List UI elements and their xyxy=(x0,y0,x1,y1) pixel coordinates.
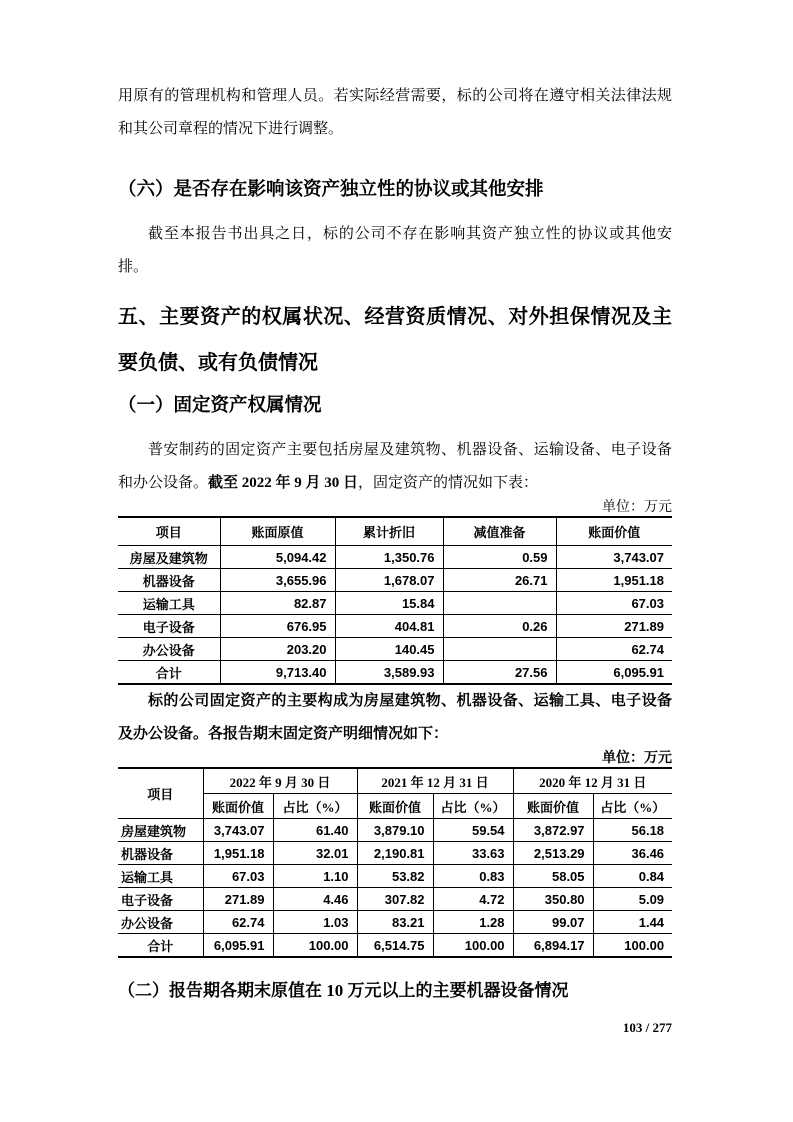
heading-chapter-5: 五、主要资产的权属状况、经营资质情况、对外担保情况及主要负债、或有负债情况 xyxy=(118,306,672,374)
cell-value: 61.40 xyxy=(273,819,357,842)
heading-section-1: （一）固定资产权属情况 xyxy=(118,394,322,415)
cell-value: 32.01 xyxy=(273,842,357,865)
cell-value: 4.46 xyxy=(273,888,357,911)
unit-label-2: 单位：万元 xyxy=(602,751,672,766)
row-label: 机器设备 xyxy=(118,569,220,592)
cell-value: 2,513.29 xyxy=(513,842,593,865)
cell-value: 100.00 xyxy=(273,934,357,958)
column-header: 账面原值 xyxy=(220,517,335,546)
table-row xyxy=(118,615,672,638)
cell-value: 15.84 xyxy=(335,592,443,615)
cell-value: 1,350.76 xyxy=(335,546,443,569)
column-header-date: 2020 年 12 月 31 日 xyxy=(513,768,672,794)
heading-section-6: （六）是否存在影响该资产独立性的协议或其他安排 xyxy=(118,178,544,199)
cell-value: 99.07 xyxy=(513,911,593,934)
cell-value: 4.72 xyxy=(433,888,513,911)
cell-value: 1.44 xyxy=(593,911,672,934)
cell-value: 3,743.07 xyxy=(203,819,273,842)
cell-value: 1,951.18 xyxy=(556,569,672,592)
column-subheader: 占比（%） xyxy=(433,794,513,819)
cell-value: 100.00 xyxy=(593,934,672,958)
fixed-assets-summary-table xyxy=(118,516,672,685)
column-header: 账面价值 xyxy=(556,517,672,546)
column-header-item: 项目 xyxy=(118,768,203,819)
cell-value: 53.82 xyxy=(357,865,433,888)
cell-value: 58.05 xyxy=(513,865,593,888)
cell-value: 1.03 xyxy=(273,911,357,934)
row-label: 合计 xyxy=(118,661,220,685)
cell-value: 0.84 xyxy=(593,865,672,888)
cell-value: 3,872.97 xyxy=(513,819,593,842)
unit-label-1: 单位：万元 xyxy=(602,500,672,515)
row-label: 机器设备 xyxy=(118,842,203,865)
cell-value: 404.81 xyxy=(335,615,443,638)
paragraph-continuation: 用原有的管理机构和管理人员。若实际经营需要，标的公司将在遵守相关法律法规和其公司章程的情况下进行调整。 xyxy=(118,88,672,137)
table-row xyxy=(118,888,672,911)
cell-value: 6,095.91 xyxy=(556,661,672,685)
row-label: 合计 xyxy=(118,934,203,958)
column-header: 减值准备 xyxy=(443,517,556,546)
cell-value: 6,894.17 xyxy=(513,934,593,958)
row-label: 房屋建筑物 xyxy=(118,819,203,842)
table-header-row xyxy=(118,517,672,546)
column-header: 项目 xyxy=(118,517,220,546)
bold-date-text: 截至 2022 年 9 月 30 日 xyxy=(208,475,359,491)
cell-value: 5.09 xyxy=(593,888,672,911)
cell-value: 271.89 xyxy=(203,888,273,911)
cell-value: 62.74 xyxy=(556,638,672,661)
table-row xyxy=(118,865,672,888)
paragraph-section-6: 截至本报告书出具之日，标的公司不存在影响其资产独立性的协议或其他安排。 xyxy=(118,226,672,275)
cell-value: 26.71 xyxy=(443,569,556,592)
cell-value: 67.03 xyxy=(556,592,672,615)
heading-section-2: （二）报告期各期末原值在 10 万元以上的主要机器设备情况 xyxy=(118,981,569,1000)
table-row xyxy=(118,819,672,842)
cell-value: 33.63 xyxy=(433,842,513,865)
cell-value: 6,514.75 xyxy=(357,934,433,958)
page-number: 103 / 277 xyxy=(622,1020,672,1035)
cell-value: 1.28 xyxy=(433,911,513,934)
cell-value: 3,655.96 xyxy=(220,569,335,592)
table-row xyxy=(118,569,672,592)
cell-value xyxy=(443,592,556,615)
row-label: 办公设备 xyxy=(118,638,220,661)
paragraph-composition: 标的公司固定资产的主要构成为房屋建筑物、机器设备、运输工具、电子设备及办公设备。各报告期末固定资产明细情况如下： xyxy=(118,693,672,742)
row-label: 运输工具 xyxy=(118,592,220,615)
cell-value: 3,743.07 xyxy=(556,546,672,569)
row-label: 房屋及建筑物 xyxy=(118,546,220,569)
page-content xyxy=(118,0,672,1036)
cell-value: 1.10 xyxy=(273,865,357,888)
table-row xyxy=(118,638,672,661)
column-header-date: 2022 年 9 月 30 日 xyxy=(203,768,357,794)
column-subheader: 占比（%） xyxy=(593,794,672,819)
column-subheader: 占比（%） xyxy=(273,794,357,819)
cell-value: 1,678.07 xyxy=(335,569,443,592)
cell-value: 82.87 xyxy=(220,592,335,615)
table-row-total xyxy=(118,661,672,685)
cell-value xyxy=(443,638,556,661)
cell-value: 5,094.42 xyxy=(220,546,335,569)
cell-value: 56.18 xyxy=(593,819,672,842)
cell-value: 271.89 xyxy=(556,615,672,638)
row-label: 电子设备 xyxy=(118,888,203,911)
cell-value: 9,713.40 xyxy=(220,661,335,685)
cell-value: 1,951.18 xyxy=(203,842,273,865)
cell-value: 676.95 xyxy=(220,615,335,638)
table-row xyxy=(118,546,672,569)
table-row xyxy=(118,842,672,865)
cell-value: 27.56 xyxy=(443,661,556,685)
cell-value: 2,190.81 xyxy=(357,842,433,865)
cell-value: 59.54 xyxy=(433,819,513,842)
fixed-assets-detail-table xyxy=(118,767,672,958)
cell-value: 83.21 xyxy=(357,911,433,934)
cell-value: 0.59 xyxy=(443,546,556,569)
paragraph-text: 普安制药的固定资产主要包括房屋及建筑物、机器设备、运输设备、电子设备和办公设备。 xyxy=(118,442,672,491)
cell-value: 62.74 xyxy=(203,911,273,934)
table-row xyxy=(118,592,672,615)
column-subheader: 账面价值 xyxy=(513,794,593,819)
cell-value: 0.83 xyxy=(433,865,513,888)
cell-value: 140.45 xyxy=(335,638,443,661)
column-subheader: 账面价值 xyxy=(357,794,433,819)
cell-value: 3,879.10 xyxy=(357,819,433,842)
row-label: 办公设备 xyxy=(118,911,203,934)
table-row-total xyxy=(118,934,672,958)
row-label: 运输工具 xyxy=(118,865,203,888)
cell-value: 100.00 xyxy=(433,934,513,958)
cell-value: 0.26 xyxy=(443,615,556,638)
paragraph-fixed-assets xyxy=(118,434,672,500)
row-label: 电子设备 xyxy=(118,615,220,638)
cell-value: 307.82 xyxy=(357,888,433,911)
table-header-row xyxy=(118,768,672,794)
cell-value: 3,589.93 xyxy=(335,661,443,685)
cell-value: 36.46 xyxy=(593,842,672,865)
cell-value: 67.03 xyxy=(203,865,273,888)
cell-value: 350.80 xyxy=(513,888,593,911)
cell-value: 203.20 xyxy=(220,638,335,661)
cell-value: 6,095.91 xyxy=(203,934,273,958)
column-header-date: 2021 年 12 月 31 日 xyxy=(357,768,513,794)
column-subheader: 账面价值 xyxy=(203,794,273,819)
column-header: 累计折旧 xyxy=(335,517,443,546)
table-row xyxy=(118,911,672,934)
paragraph-text: ，固定资产的情况如下表： xyxy=(358,475,539,491)
